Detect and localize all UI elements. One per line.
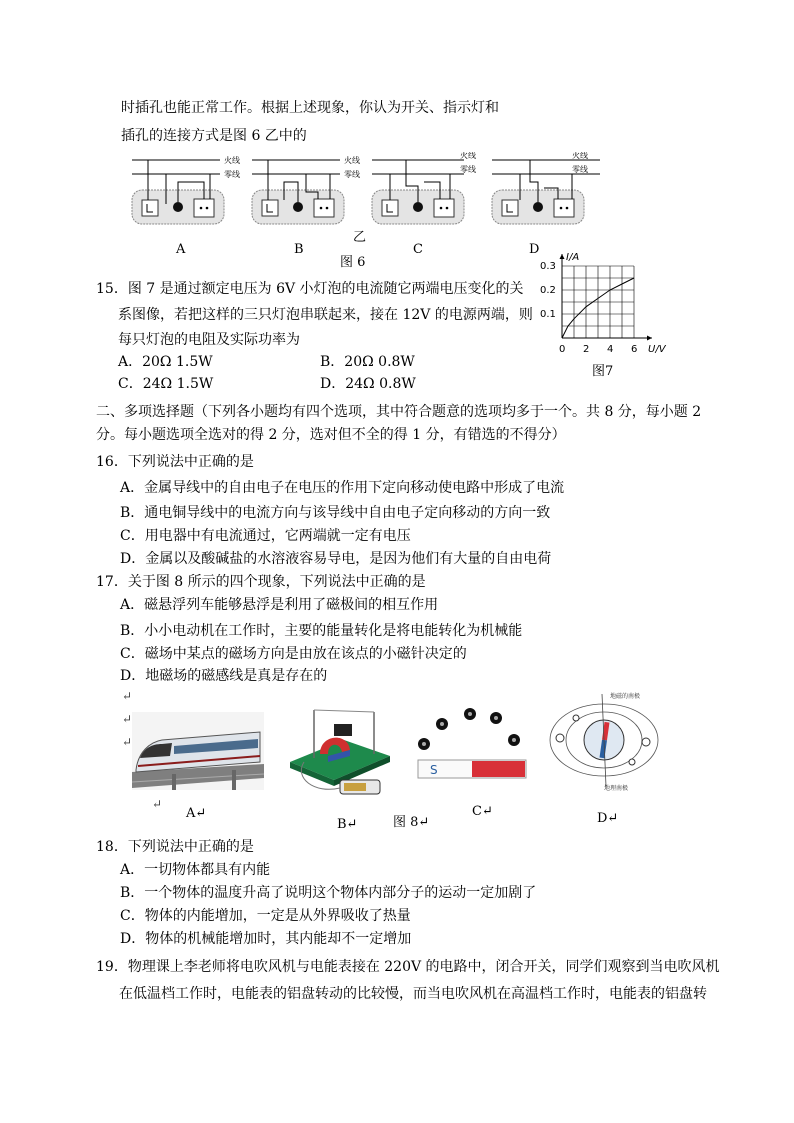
neutral-wire-label: 零线: [460, 165, 476, 174]
earth-south-label: 地理南极: [604, 785, 629, 792]
chart-x-tick-label: 6: [631, 344, 638, 355]
q18-option-a: A．一切物体都具有内能: [120, 862, 271, 878]
section2-line2: 分。每小题选项全选对的得 2 分，选对但不全的得 1 分，有错选的不得分）: [96, 427, 566, 443]
q15-line2: 系图像，若把这样的三只灯泡串联起来，接在 12V 的电源两端，则: [118, 307, 533, 323]
svg-text:S: S: [430, 763, 438, 777]
wiring-diagram-d: [492, 152, 600, 224]
q19-line2: 在低温档工作时，电能表的铝盘转动的比较慢，而当电吹风机在高温档工作时，电能表的铝盘转: [119, 986, 707, 1002]
figure-6-wiring-diagrams: [120, 152, 610, 232]
q17-option-c: C．磁场中某点的磁场方向是由放在该点的小磁针决定的: [120, 646, 467, 662]
wiring-diagram-c: [372, 152, 476, 224]
wiring-diagram-a: [132, 155, 240, 224]
figure-7-caption: 图7: [592, 364, 614, 379]
fig8-label-c: C↵: [472, 804, 493, 819]
q17-option-b: B．小小电动机在工作时，主要的能量转化是将电能转化为机械能: [120, 623, 523, 639]
fig8-label-d: D↵: [597, 811, 619, 826]
q14-line1: 时插孔也能正常工作。根据上述现象，你认为开关、指示灯和: [121, 100, 499, 116]
wiring-diagram-b: [252, 155, 360, 224]
q16-option-a: A．金属导线中的自由电子在电压的作用下定向移动使电路中形成了电流: [120, 480, 565, 496]
q18-stem: 18．下列说法中正确的是: [96, 839, 254, 855]
earth-magnetic-field-image: [546, 688, 662, 792]
earth-north-label: 地磁的南极: [610, 693, 641, 700]
option-d-label: D: [529, 242, 540, 257]
chart-x-arrow: [647, 336, 652, 341]
option-b-label: B: [294, 242, 304, 257]
q14-line2: 插孔的连接方式是图 6 乙中的: [121, 128, 307, 144]
paragraph-mark: ↵: [122, 689, 133, 703]
section2-line1: 二、多项选择题（下列各小题均有四个选项，其中符合题意的选项均多于一个。共 8 分，每小题 2: [96, 404, 702, 420]
q17-option-d: D．地磁场的磁感线是真是存在的: [120, 668, 328, 684]
paragraph-mark: ↵: [152, 797, 163, 811]
q15-option-b: B．20Ω 0.8W: [320, 354, 415, 370]
chart-y-tick-label: 0.1: [540, 309, 556, 320]
q15-line3: 每只灯泡的电阻及实际功率为: [118, 332, 300, 348]
q16-option-c: C．用电器中有电流通过，它两端就一定有电压: [120, 528, 411, 544]
fig8-label-b: B↵: [337, 817, 358, 832]
chart-x-axis-label: U/V: [648, 344, 666, 355]
fig8-label-a: A↵: [186, 806, 207, 821]
q17-option-a: A．磁悬浮列车能够悬浮是利用了磁极间的相互作用: [120, 597, 439, 613]
live-wire-label: 火线: [460, 152, 476, 160]
bar-magnet-compass-image: [410, 700, 532, 784]
chart-x-tick-label: 2: [583, 344, 590, 355]
q18-option-d: D．物体的机械能增加时，其内能却不一定增加: [120, 931, 412, 947]
live-wire-label: 火线: [572, 152, 588, 160]
q17-stem: 17．关于图 8 所示的四个现象，下列说法中正确的是: [96, 574, 426, 590]
q16-option-b: B．通电铜导线中的电流方向与该导线中自由电子定向移动的方向一致: [120, 505, 551, 521]
chart-grid: [562, 266, 634, 338]
figure-8-caption: 图 8↵: [393, 815, 430, 830]
neutral-wire-label: 零线: [224, 170, 240, 179]
q18-option-b: B．一个物体的温度升高了说明这个物体内部分子的运动一定加剧了: [120, 885, 537, 901]
paragraph-mark: ↵: [122, 712, 133, 726]
q18-option-c: C．物体的内能增加，一定是从外界吸收了热量: [120, 908, 411, 924]
live-wire-label: 火线: [224, 156, 240, 165]
q15-option-c: C．24Ω 1.5W: [118, 376, 214, 392]
maglev-train-image: [132, 712, 264, 790]
q15-option-a: A．20Ω 1.5W: [118, 354, 213, 370]
paragraph-mark: ↵: [122, 735, 133, 749]
chart-y-tick-label: 0.2: [540, 285, 556, 296]
option-c-label: C: [413, 242, 423, 257]
q15-line1: 15．图 7 是通过额定电压为 6V 小灯泡的电流随它两端电压变化的关: [96, 281, 524, 297]
q16-stem: 16．下列说法中正确的是: [96, 454, 254, 470]
q15-option-d: D．24Ω 0.8W: [320, 376, 416, 392]
chart-axes: [560, 254, 653, 341]
chart-y-arrow: [560, 254, 565, 259]
electric-motor-image: [284, 698, 396, 802]
q19-line1: 19．物理课上李老师将电吹风机与电能表接在 220V 的电路中，闭合开关，同学们观察到当电吹风机: [96, 959, 720, 975]
chart-y-axis-label: I/A: [566, 252, 580, 263]
chart-y-tick-label: 0.3: [540, 261, 556, 272]
chart-x-tick-label: 4: [607, 344, 614, 355]
q16-option-d: D．金属以及酸碱盐的水溶液容易导电，是因为他们有大量的自由电荷: [120, 551, 552, 567]
chart-ticks: [540, 261, 637, 355]
neutral-wire-label: 零线: [344, 170, 360, 179]
chart-x-tick-label: 0: [559, 344, 566, 355]
figure-6-sub-label: 乙: [353, 230, 367, 245]
neutral-wire-label: 零线: [572, 165, 588, 174]
figure-6-caption: 图 6: [340, 255, 366, 270]
live-wire-label: 火线: [344, 156, 360, 165]
figure-7-iu-chart: [538, 252, 674, 360]
option-a-label: A: [176, 242, 186, 257]
